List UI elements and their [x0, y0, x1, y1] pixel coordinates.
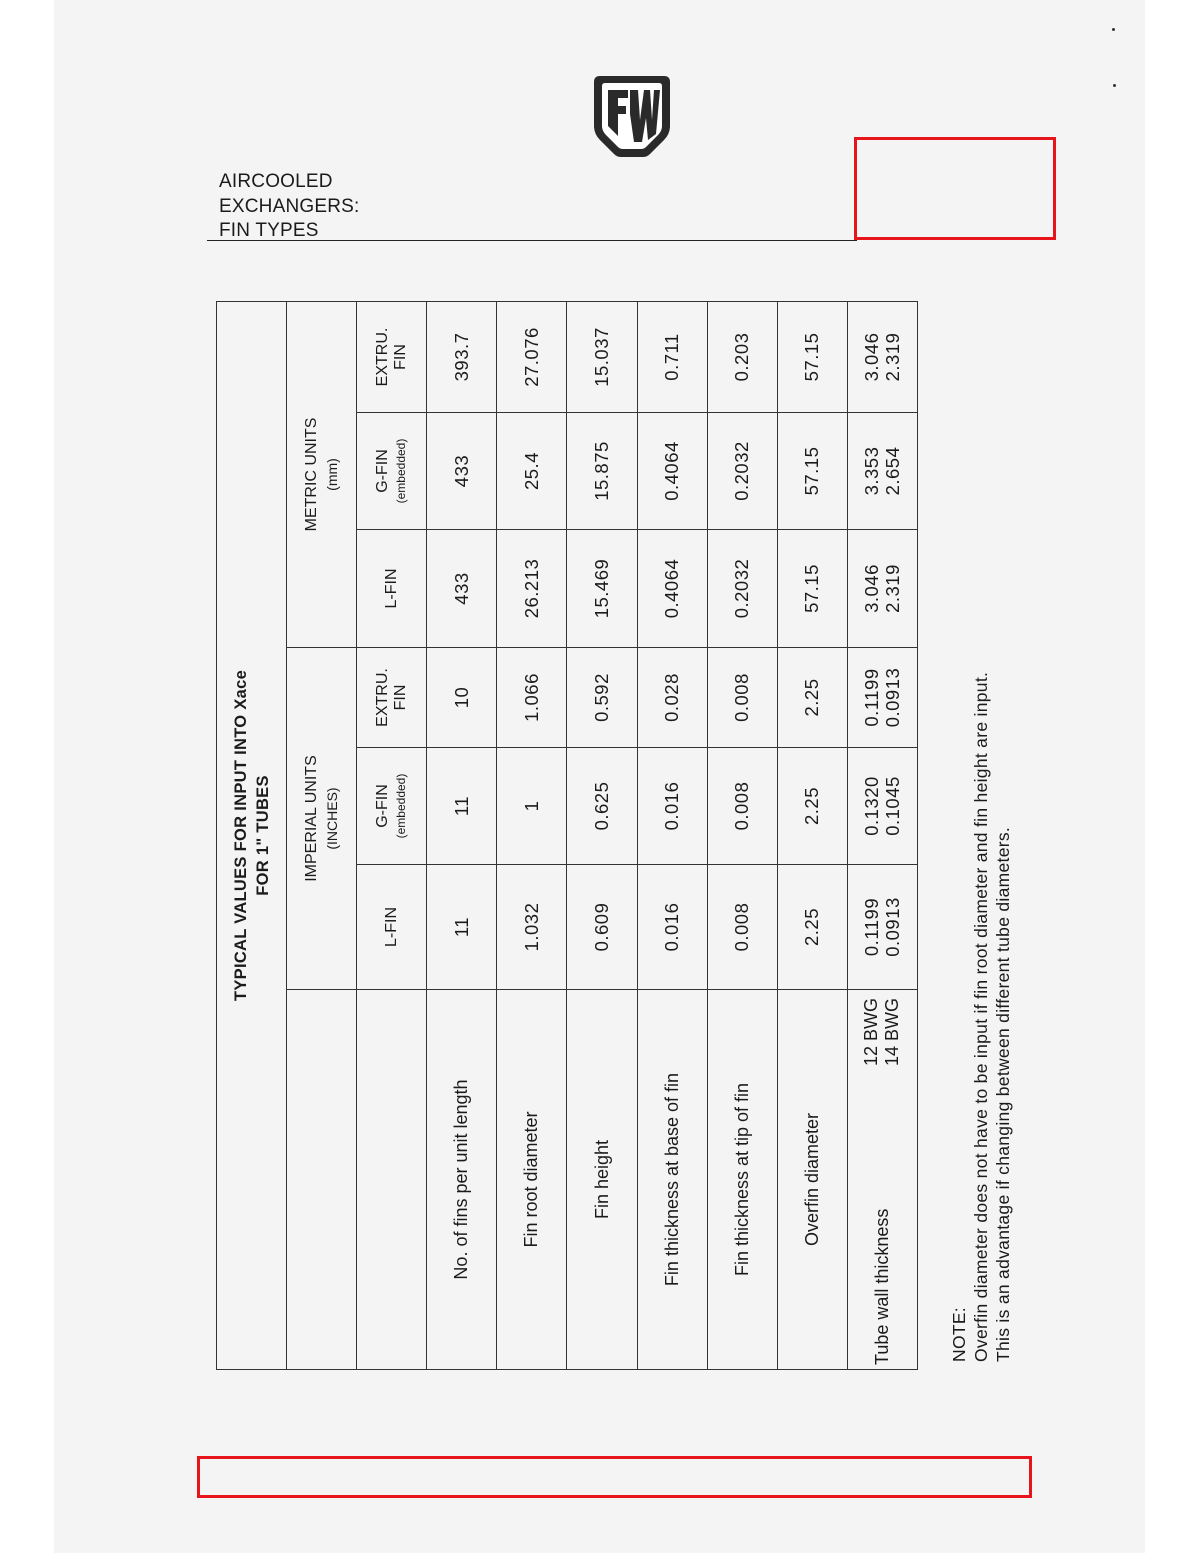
table-cell: 0.711 [637, 301, 707, 412]
table-cell: 0.609 [567, 865, 637, 990]
table-cell: 57.15 [777, 301, 847, 412]
column-header: L-FIN [357, 530, 427, 648]
table-cell: 0.016 [637, 865, 707, 990]
corner-cell [357, 990, 427, 1370]
column-header: G-FIN (embedded) [357, 413, 427, 530]
column-header: G-FIN (embedded) [357, 748, 427, 865]
table-row [427, 301, 497, 1369]
table-cell: 26.213 [497, 530, 567, 648]
table-cell: 0.008 [707, 865, 777, 990]
redaction-box-bottom [197, 1456, 1032, 1498]
row-label: Fin thickness at base of fin [637, 990, 707, 1370]
table-cell: 393.7 [427, 301, 497, 412]
table-cell: 0.1199 0.0913 [847, 865, 917, 990]
table-cell: 25.4 [497, 413, 567, 530]
table-row [497, 301, 567, 1369]
row-label: Fin root diameter [497, 990, 567, 1370]
header-line-fin-types: FIN TYPES [219, 220, 319, 241]
column-header: EXTRU. FIN [357, 301, 427, 412]
table-row [637, 301, 707, 1369]
header-line-aircooled: AIRCOOLED [219, 171, 333, 192]
table-cell: 433 [427, 530, 497, 648]
table-cell: 57.15 [777, 530, 847, 648]
column-header: L-FIN [357, 865, 427, 990]
bwg-12-label: 12 BWG [861, 998, 882, 1067]
note-line-2: This is an advantage if changing between different tube diameters. [993, 826, 1013, 1362]
row-label: Fin thickness at tip of fin [707, 990, 777, 1370]
table-cell: 11 [427, 865, 497, 990]
document-header [219, 170, 360, 244]
table-cell: 0.016 [637, 748, 707, 865]
table-cell: 0.008 [707, 748, 777, 865]
tube-wall-label: Tube wall thickness [871, 1208, 892, 1365]
table-row [707, 301, 777, 1369]
metric-label: METRIC UNITS [302, 417, 320, 532]
table-cell: 2.25 [777, 865, 847, 990]
table-cell: 0.4064 [637, 413, 707, 530]
table-cell: 15.469 [567, 530, 637, 648]
table-cell: 0.4064 [637, 530, 707, 648]
table-row [777, 301, 847, 1369]
table-cell: 1.066 [497, 648, 567, 748]
scan-margin-left [0, 0, 54, 1553]
table-title [217, 301, 287, 1369]
table-cell: 2.25 [777, 648, 847, 748]
table-cell: 1 [497, 748, 567, 865]
fw-logo-icon [590, 74, 674, 158]
table-cell: 15.875 [567, 413, 637, 530]
table-row-tube-wall [847, 301, 917, 1369]
row-label: Overfin diameter [777, 990, 847, 1370]
table-cell: 3.046 2.319 [847, 301, 917, 412]
table-cell: 27.076 [497, 301, 567, 412]
column-header: EXTRU. FIN [357, 648, 427, 748]
table-cell: 3.046 2.319 [847, 530, 917, 648]
row-label: No. of fins per unit length [427, 990, 497, 1370]
table-cell: 0.2032 [707, 413, 777, 530]
imperial-units-header [287, 648, 357, 990]
table-cell: 1.032 [497, 865, 567, 990]
row-label: Fin height [567, 990, 637, 1370]
metric-units-header [287, 301, 357, 647]
scan-speck [1112, 28, 1115, 31]
table-cell: 57.15 [777, 413, 847, 530]
note-region [948, 520, 1028, 1362]
table-cell: 15.037 [567, 301, 637, 412]
redaction-box-top [854, 137, 1056, 240]
table-cell: 11 [427, 748, 497, 865]
table-row [567, 301, 637, 1369]
table-cell: 433 [427, 413, 497, 530]
header-rule [207, 240, 857, 241]
table-cell: 0.1199 0.0913 [847, 648, 917, 748]
table-cell: 0.592 [567, 648, 637, 748]
table-cell: 3.353 2.654 [847, 413, 917, 530]
table-title-line1: TYPICAL VALUES FOR INPUT INTO Xace [231, 669, 250, 1002]
table-region [216, 302, 918, 1370]
corner-cell [287, 990, 357, 1370]
imperial-label: IMPERIAL UNITS [302, 755, 320, 882]
metric-unit: (mm) [323, 458, 340, 491]
table-cell: 0.203 [707, 301, 777, 412]
row-label [847, 990, 917, 1370]
note-line-1: Overfin diameter does not have to be input if fin root diameter and fin height are input. [971, 671, 991, 1362]
imperial-unit: (INCHES) [323, 787, 340, 850]
table-title-line2: FOR 1" TUBES [253, 775, 272, 896]
table-cell: 0.1320 0.1045 [847, 748, 917, 865]
table-cell: 0.2032 [707, 530, 777, 648]
header-line-exchangers: EXCHANGERS: [219, 195, 360, 217]
scan-margin-right [1145, 0, 1200, 1553]
table-cell: 2.25 [777, 748, 847, 865]
table-cell: 0.028 [637, 648, 707, 748]
note-heading: NOTE: [949, 1307, 969, 1362]
table-cell: 0.008 [707, 648, 777, 748]
bwg-14-label: 14 BWG [882, 998, 903, 1067]
scan-speck [1113, 84, 1116, 87]
fin-values-table [216, 301, 918, 1370]
table-cell: 10 [427, 648, 497, 748]
table-cell: 0.625 [567, 748, 637, 865]
